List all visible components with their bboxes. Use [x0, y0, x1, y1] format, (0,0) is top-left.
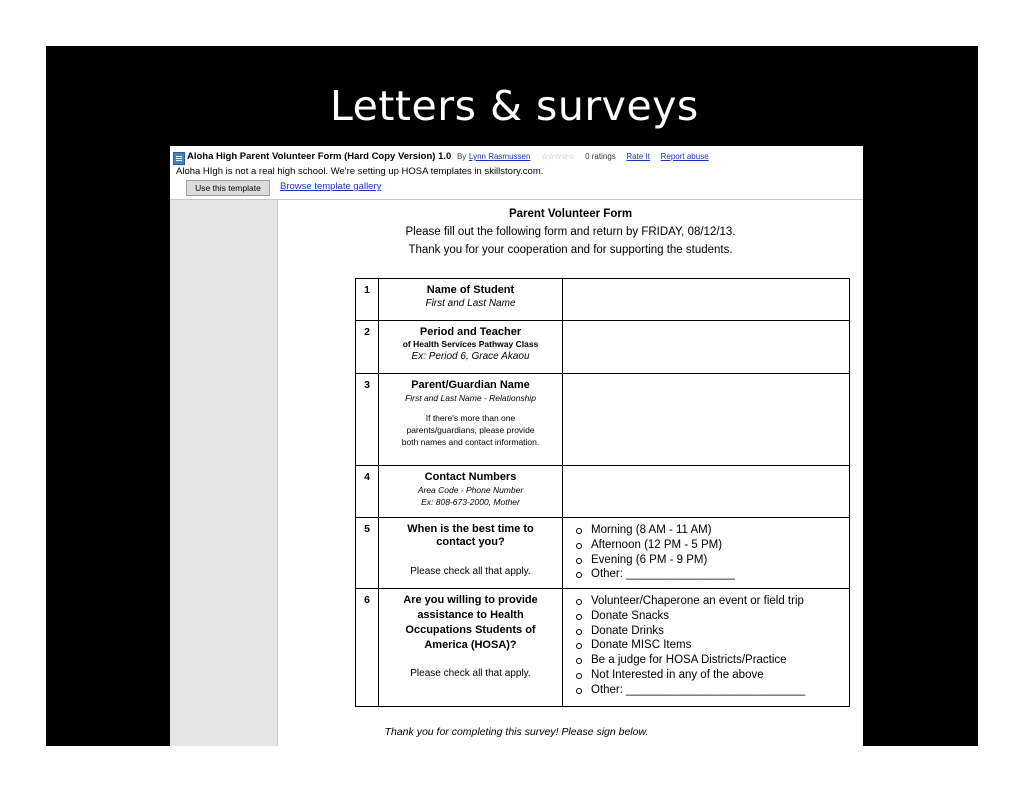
author-link[interactable]: Lynn Rasmussen: [468, 152, 531, 161]
volunteer-form-table: [355, 278, 850, 707]
form-instruction-1: Please fill out the following form and return by FRIDAY, 08/12/13.: [405, 226, 736, 238]
question-title: Name of Student: [426, 284, 515, 296]
row-number: 4: [356, 466, 379, 518]
document-icon: [173, 152, 185, 165]
form-row: [356, 374, 850, 466]
row-number: 6: [356, 589, 379, 707]
check-instruction: Please check all that apply.: [410, 668, 531, 679]
question-cell: [379, 321, 563, 374]
question-cell: [379, 466, 563, 518]
note-line: parents/guardians, please provide: [406, 425, 535, 435]
note-line: If there's more than one: [425, 413, 516, 423]
question-title: Parent/Guardian Name: [411, 379, 530, 391]
slide-title: Letters & surveys: [330, 82, 699, 130]
answer-field-student-name[interactable]: [563, 279, 850, 321]
question-example: Ex: 808-673-2000, Mother: [421, 497, 520, 507]
option-donate-snacks[interactable]: Donate Snacks: [591, 609, 849, 624]
question-subtitle: First and Last Name: [425, 298, 516, 309]
answer-field-period-teacher[interactable]: [563, 321, 850, 374]
left-gray-panel: [170, 200, 278, 746]
options-cell: [563, 518, 850, 589]
question-subtitle-bold: of Health Services Pathway Class: [402, 339, 539, 349]
question-cell: [379, 374, 563, 466]
question-title: When is the best time to: [407, 523, 534, 535]
answer-field-contact-numbers[interactable]: [563, 466, 850, 518]
by-label: By: [456, 152, 467, 161]
form-instruction-2: Thank you for your cooperation and for supporting the students.: [408, 244, 733, 256]
form-row: [356, 466, 850, 518]
option-volunteer[interactable]: Volunteer/Chaperone an event or field trip: [591, 594, 849, 609]
row-number: 3: [356, 374, 379, 466]
question-subtitle: First and Last Name - Relationship: [405, 393, 536, 403]
report-abuse-link[interactable]: Report abuse: [660, 152, 709, 161]
template-header: [170, 146, 863, 200]
question-title-line2: assistance to Health: [417, 609, 524, 621]
row-number: 5: [356, 518, 379, 589]
option-other[interactable]: Other: _________________: [591, 567, 849, 582]
use-template-button[interactable]: Use this template: [186, 180, 270, 196]
answer-field-parent-name[interactable]: [563, 374, 850, 466]
template-title-line: [187, 151, 709, 162]
option-afternoon[interactable]: Afternoon (12 PM - 5 PM): [591, 538, 849, 553]
question-title-line2: contact you?: [436, 536, 505, 548]
check-instruction: Please check all that apply.: [410, 566, 531, 577]
option-evening[interactable]: Evening (6 PM - 9 PM): [591, 553, 849, 568]
question-title-line4: America (HOSA)?: [424, 639, 517, 651]
question-subtitle: Area Code - Phone Number: [417, 485, 524, 495]
form-row: [356, 518, 850, 589]
question-note: [379, 412, 562, 448]
document-body: [278, 200, 863, 746]
question-title: Period and Teacher: [419, 326, 522, 338]
template-description: Aloha HIgh is not a real high school. We're setting up HOSA templates in skillstory.com.: [176, 166, 544, 177]
question-cell: [379, 589, 563, 707]
row-number: 2: [356, 321, 379, 374]
form-footer-thanks: Thank you for completing this survey! Please sign below.: [384, 726, 649, 738]
option-judge[interactable]: Be a judge for HOSA Districts/Practice: [591, 653, 849, 668]
option-donate-drinks[interactable]: Donate Drinks: [591, 624, 849, 639]
template-title: Aloha High Parent Volunteer Form (Hard Copy Version) 1.0: [187, 151, 452, 162]
note-line: both names and contact information.: [401, 437, 540, 447]
form-title: Parent Volunteer Form: [508, 208, 633, 220]
rating-stars[interactable]: ☆☆☆☆☆: [541, 152, 575, 161]
question-title: Are you willing to provide: [403, 594, 538, 606]
option-donate-misc[interactable]: Donate MISC Items: [591, 638, 849, 653]
question-title-line3: Occupations Students of: [405, 624, 536, 636]
browse-gallery-link[interactable]: Browse template gallery: [280, 181, 382, 192]
question-cell: [379, 279, 563, 321]
option-morning[interactable]: Morning (8 AM - 11 AM): [591, 523, 849, 538]
screenshot-panel: [170, 146, 863, 746]
options-cell: [563, 589, 850, 707]
form-row: [356, 589, 850, 707]
row-number: 1: [356, 279, 379, 321]
rate-it-link[interactable]: Rate It: [626, 152, 650, 161]
ratings-count: 0 ratings: [585, 152, 616, 161]
form-row: [356, 321, 850, 374]
question-title: Contact Numbers: [424, 471, 517, 483]
form-row: [356, 279, 850, 321]
question-subtitle: Ex: Period 6, Grace Akaou: [411, 351, 530, 362]
option-other[interactable]: Other: ____________________________: [591, 683, 849, 698]
option-not-interested[interactable]: Not Interested in any of the above: [591, 668, 849, 683]
question-cell: [379, 518, 563, 589]
